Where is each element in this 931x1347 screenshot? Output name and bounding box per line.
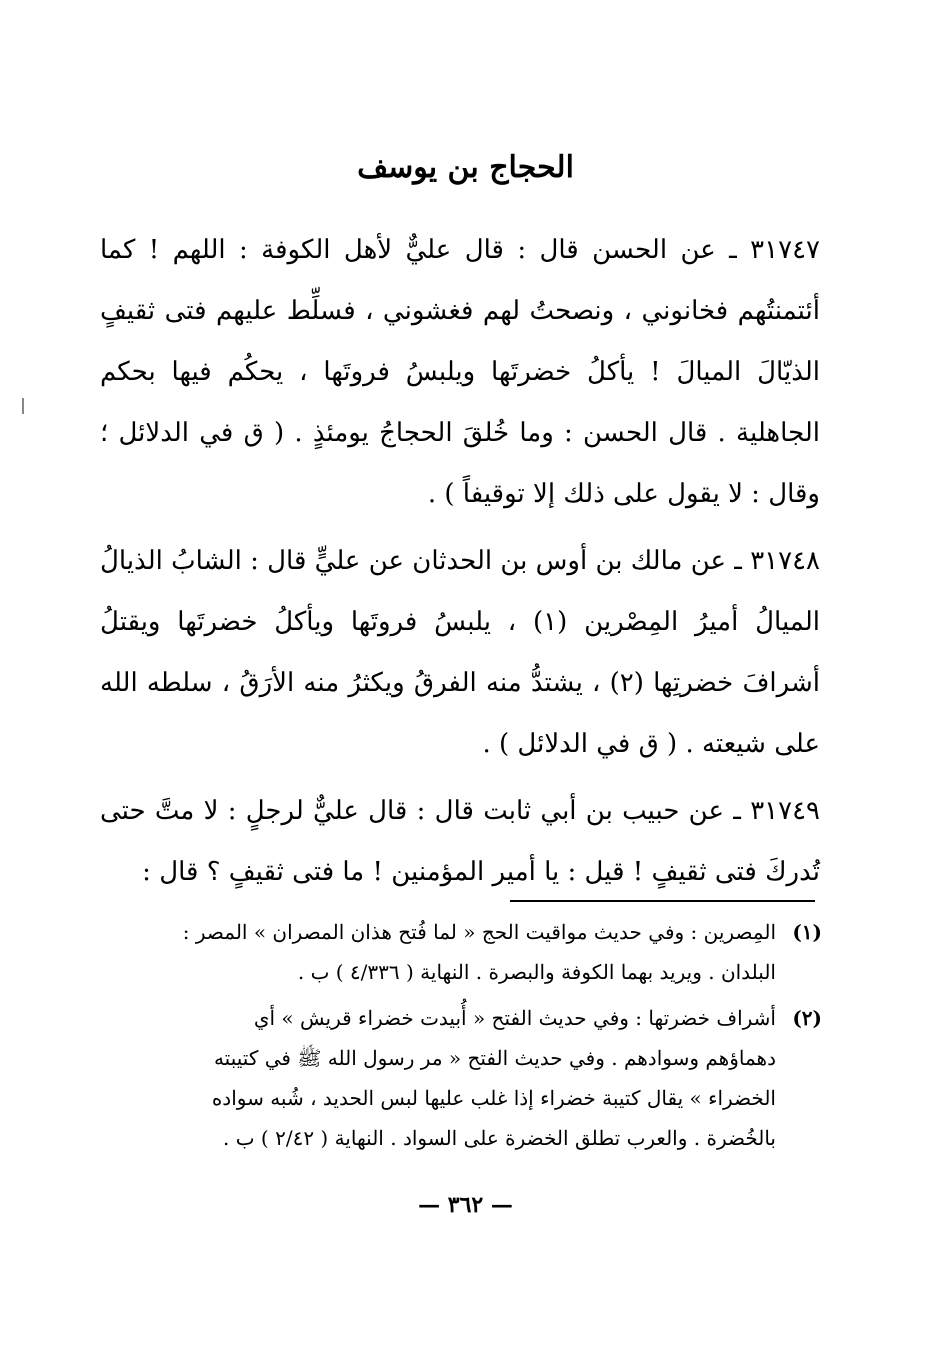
entry-text: عن حبيب بن أبي ثابت قال : قال عليٌّ لرجلٍ : لا متَّ حتى تُدركَ فتى ثقيفٍ ! قيل : يا أمير المؤمنين ! ما فتى ثقيفٍ ؟ قال : <box>100 796 820 887</box>
entry-dash: ـ <box>724 796 741 826</box>
footnote-line: بالخُضرة . والعرب تطلق الخضرة على السواد . النهاية ( ٢/٤٢ ) ب . <box>223 1126 776 1150</box>
footnote-line: الخضراء » يقال كتيبة خضراء إذا غلب عليها لبس الحديد ، شُبه سواده <box>211 1086 776 1110</box>
footnote-line: أشراف خضرتها : وفي حديث الفتح « أُبيدت خضراء قريش » أي <box>253 1006 776 1030</box>
main-text <box>100 220 820 909</box>
page-title: الحجاج بن يوسف <box>357 150 574 185</box>
footnote-line: دهماؤهم وسوادهم . وفي حديث الفتح « مر رسول الله ﷺ في كتيبته <box>213 1046 776 1070</box>
entry-text: عن مالك بن أوس بن الحدثان عن عليٍّ قال : الشابُ الذيالُ الميالُ أميرُ المِصْرين (١) ، يلبسُ فروتَها ويأكلُ خضرتَها ويقتلُ أشرافَ خضرتِها (٢) ، يشتدُّ منه الفرقُ ويكثرُ منه الأرَقُ ، سلطه الله على شيعته . ( ق في الدلائل ) . <box>100 546 820 759</box>
hadith-entry <box>100 531 820 775</box>
entry-number: ٣١٧٤٨ <box>750 546 821 576</box>
entry-number: ٣١٧٤٧ <box>750 235 820 265</box>
footnote-number: (٢) <box>792 1006 822 1030</box>
hadith-entry <box>100 781 820 903</box>
entry-dash: ـ <box>726 546 742 576</box>
footnote-line: المِصرين : وفي حديث مواقيت الحج « لما فُتح هذان المصران » المصر : <box>182 920 776 944</box>
footnote <box>100 998 822 1158</box>
entry-dash: ـ <box>715 235 737 265</box>
page-number: — ٣٦٢ — <box>418 1192 513 1218</box>
footnote-text <box>100 912 776 992</box>
scan-mark <box>22 398 24 414</box>
footnote-divider <box>510 900 815 902</box>
entry-text: عن الحسن قال : قال عليٌّ لأهل الكوفة : اللهم ! كما أئتمنتُهم فخانوني ، ونصحتُ لهم فغشوني ، فسلِّط عليهم فتى ثقيفٍ الذيّالَ الميالَ ! يأكلُ خضرتَها ويلبسُ فروتَها ، يحكُم فيها بحكم الجاهلية . قال الحسن : وما خُلقَ الحجاجُ يومئذٍ . ( ق في الدلائل ؛ وقال : لا يقول على ذلك إلا توقيفاً ) . <box>100 235 820 509</box>
entry-number: ٣١٧٤٩ <box>750 796 821 826</box>
footnote-number: (١) <box>792 920 822 944</box>
footnotes <box>100 912 822 1164</box>
hadith-entry <box>100 220 820 525</box>
footnote-text <box>100 998 776 1158</box>
footnote <box>100 912 822 992</box>
footnote-line: البلدان . ويريد بهما الكوفة والبصرة . النهاية ( ٤/٣٣٦ ) ب . <box>297 960 776 984</box>
